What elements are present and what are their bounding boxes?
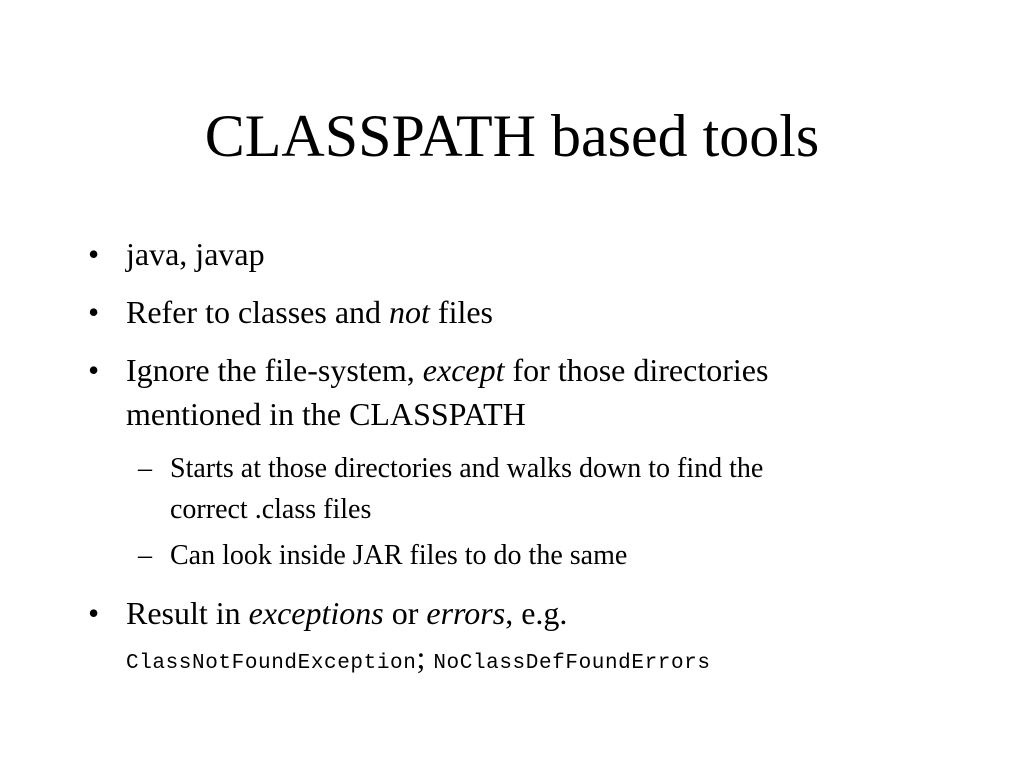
- sub-bullet-line: Starts at those directories and walks down to find the: [170, 453, 764, 484]
- bullet-marker: •: [88, 352, 100, 388]
- sub-bullet-line: correct .class files: [170, 494, 372, 525]
- bullet-item-result-in-exceptions: [88, 591, 946, 686]
- bullet-line-code: [126, 635, 946, 686]
- bullet-item-ignore-filesystem: [88, 348, 946, 436]
- bullet-item-java-javap: [88, 232, 946, 276]
- bullet-marker: •: [88, 595, 100, 631]
- sub-bullet-text: Can look inside JAR files to do the same: [170, 540, 628, 571]
- bullet-line: [126, 348, 946, 392]
- bullet-text-italic: except: [422, 352, 505, 388]
- bullet-text: , e.g.: [505, 595, 568, 631]
- bullet-line: [126, 591, 946, 635]
- bullet-text: Ignore the file-system,: [126, 352, 423, 388]
- sub-bullet-item-jar-files: [138, 535, 930, 576]
- sub-bullet-item-starts-at-directories: [138, 448, 930, 530]
- bullet-item-refer-to-classes: [88, 290, 946, 334]
- bullet-text: files: [429, 294, 493, 330]
- sub-bullet-marker: –: [138, 540, 152, 571]
- bullet-marker: •: [88, 294, 100, 330]
- bullet-text: or: [383, 595, 427, 631]
- slide-title: CLASSPATH based tools: [204, 103, 820, 169]
- code-no-class-def-found-errors: NoClassDefFoundErrors: [433, 652, 711, 675]
- sub-bullet-marker: –: [138, 453, 152, 484]
- bullet-line: mentioned in the CLASSPATH: [126, 396, 526, 432]
- bullet-text-italic: not: [389, 294, 430, 330]
- bullet-text: java, javap: [126, 236, 265, 272]
- bullet-text: for those directories: [504, 352, 769, 388]
- bullet-text-italic: exceptions: [248, 595, 384, 631]
- bullet-text-italic: errors: [426, 595, 506, 631]
- bullet-text: Result in: [126, 595, 249, 631]
- bullet-marker: •: [88, 236, 100, 272]
- code-class-not-found-exception: ClassNotFoundException: [126, 652, 417, 675]
- bullet-text: Refer to classes and: [126, 294, 390, 330]
- code-separator: ;: [416, 639, 426, 675]
